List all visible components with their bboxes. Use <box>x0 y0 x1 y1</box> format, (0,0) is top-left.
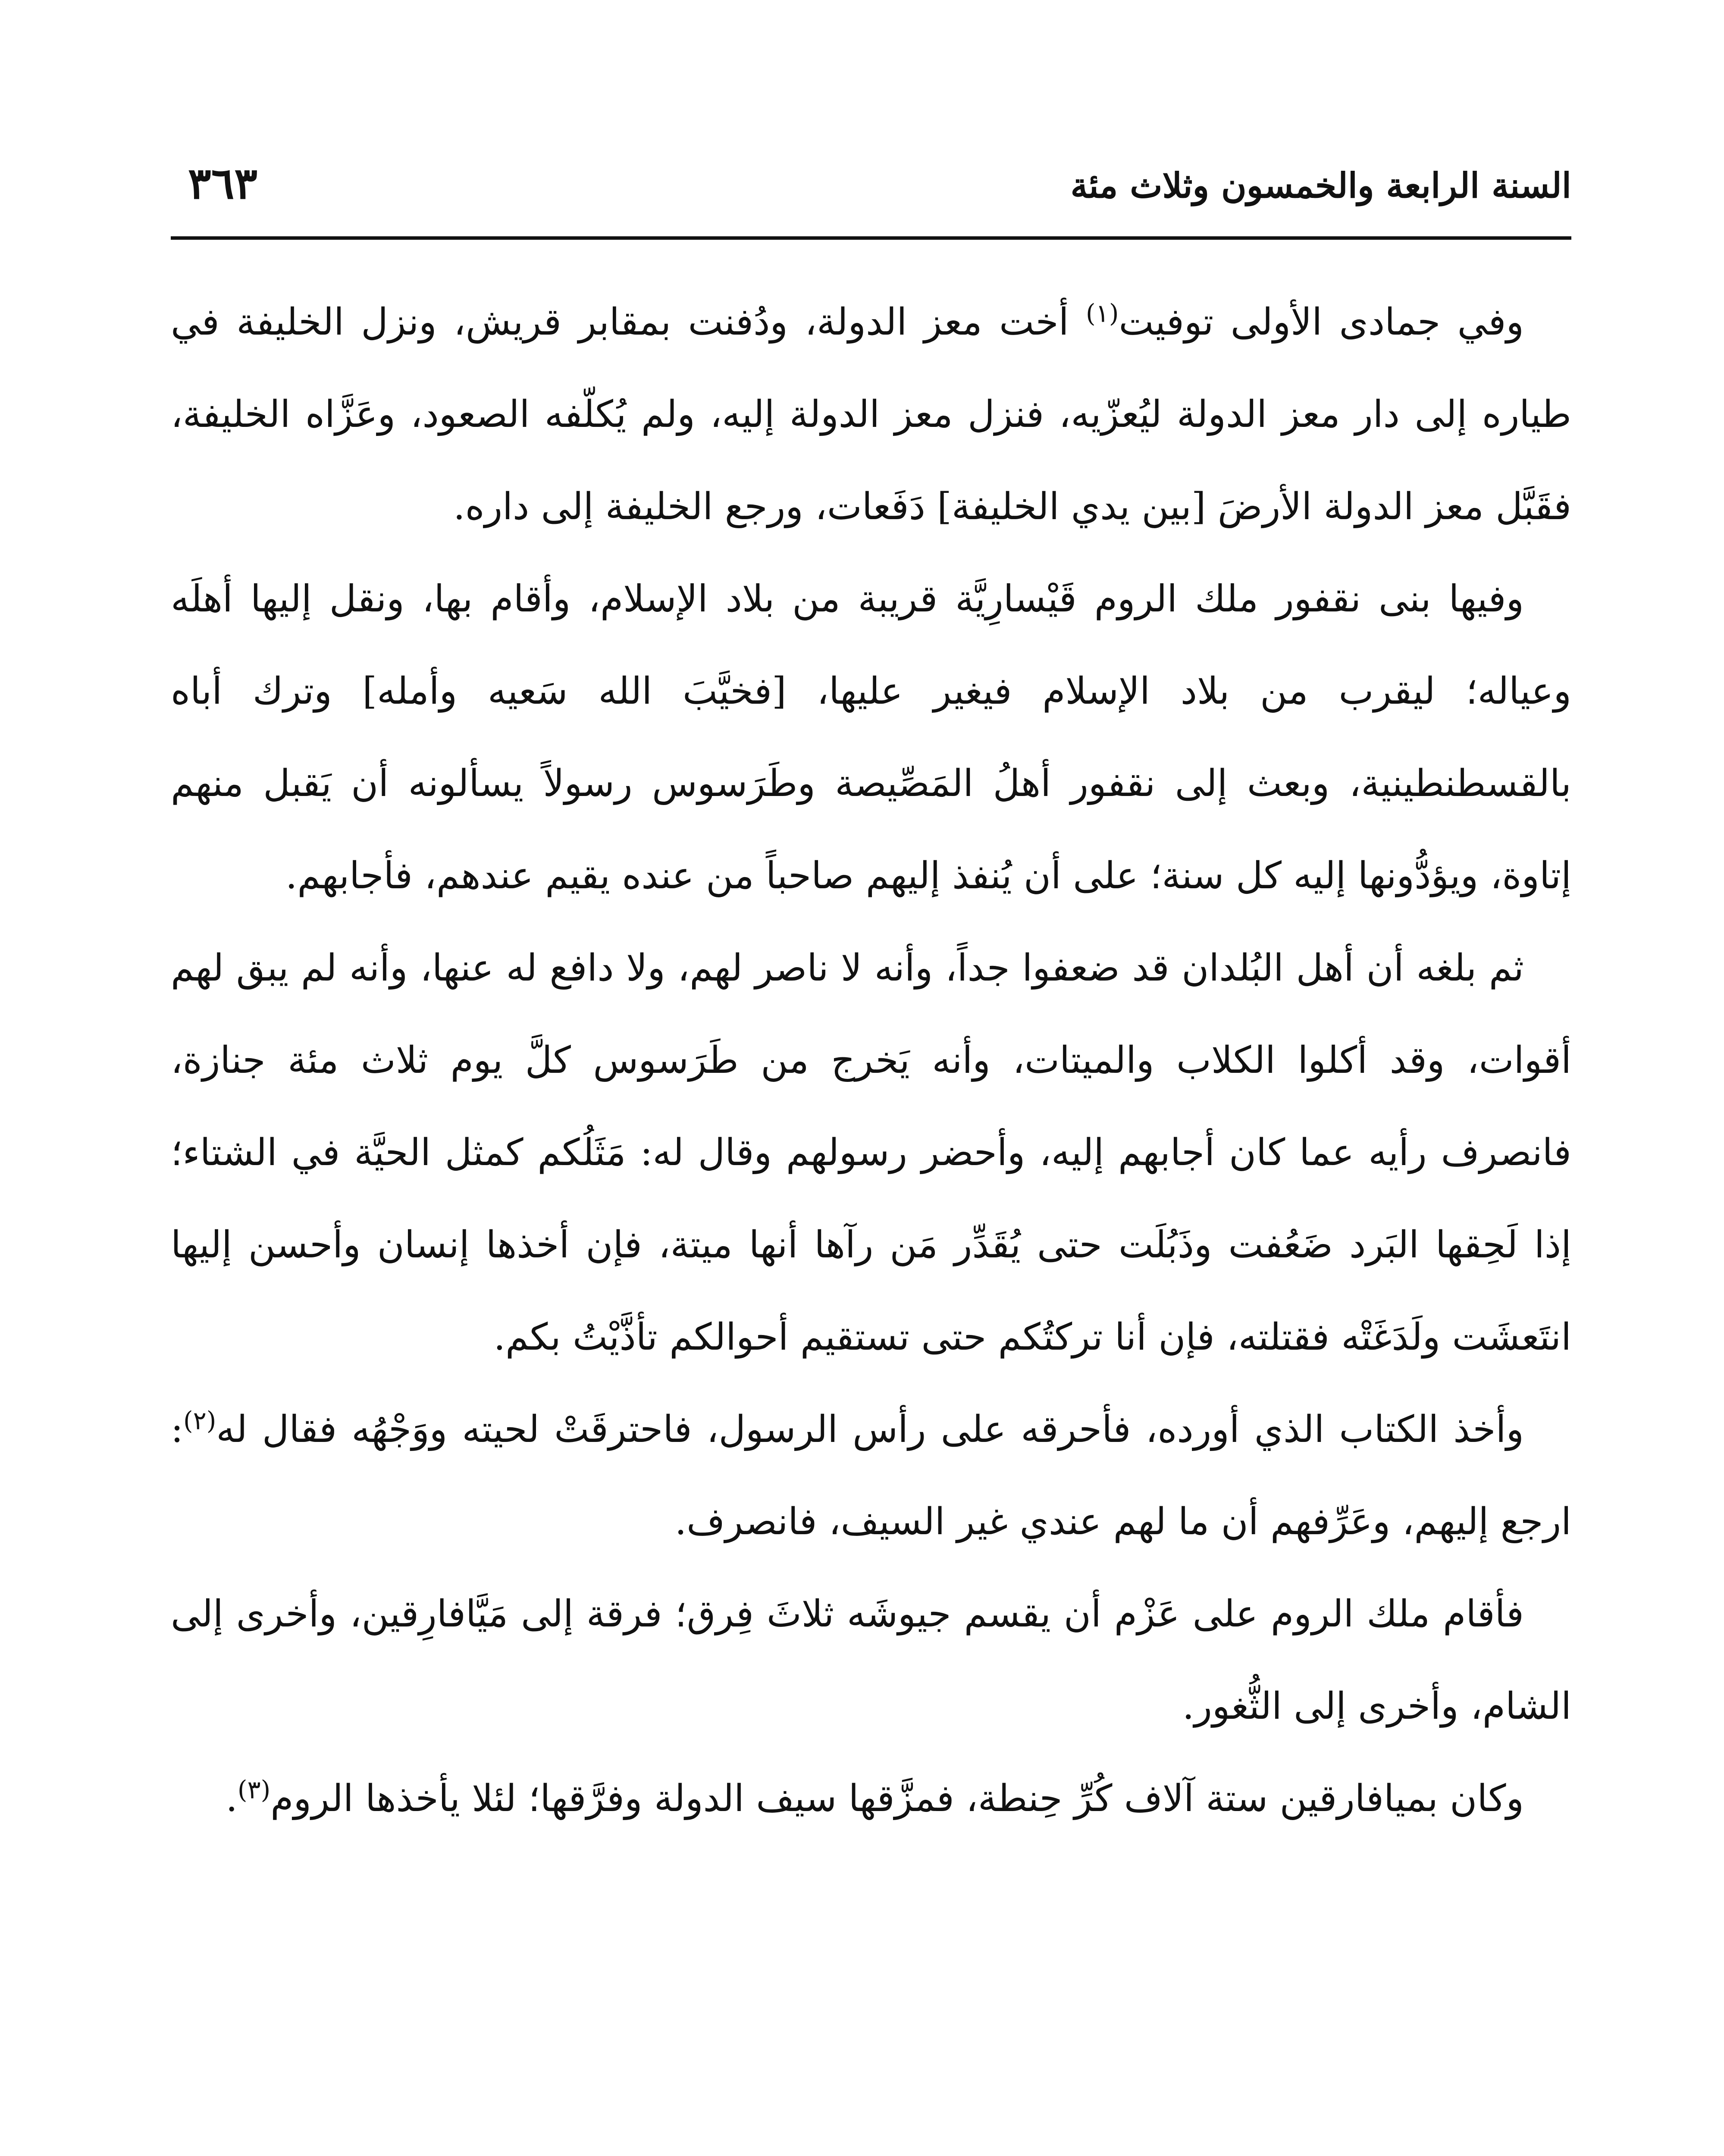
paragraph <box>171 922 1571 1383</box>
header-divider <box>171 236 1571 240</box>
paragraph <box>171 276 1571 553</box>
paragraph <box>171 1383 1571 1568</box>
running-header <box>171 151 1571 224</box>
paragraph-text: وفيها بنى نقفور ملك الروم قَيْسارِيَّة قريبة من بلاد الإسلام، وأقام بها، ونقل إليها أهلَه وعياله؛ ليقرب من بلاد الإسلام فيغير عليها، [فخيَّبَ الله سَعيه وأمله] وترك أباه بالقسطنطينية، وبعث إلى نقفور أهلُ المَصِّيصة وطَرَسوس رسولاً يسألونه أن يَقبل منهم إتاوة، ويؤدُّونها إليه كل سنة؛ على أن يُنفذ إليهم صاحباً من عنده يقيم عندهم، فأجابهم. <box>171 577 1571 897</box>
paragraph-text: وفي جمادى الأولى توفيت <box>1119 301 1524 344</box>
paragraph-text: . <box>226 1777 238 1820</box>
paragraph-text: أخت معز الدولة، ودُفنت بمقابر قريش، ونزل الخليفة في طياره إلى دار معز الدولة ليُعزّيه، فنزل معز الدولة إليه، ولم يُكلّفه الصعود، وعَزَّاه الخليفة، فقَبَّل معز الدولة الأرضَ [بين يدي الخليفة] دَفَعات، ورجع الخليفة إلى داره. <box>171 301 1571 528</box>
paragraph-text: فأقام ملك الروم على عَزْم أن يقسم جيوشَه ثلاثَ فِرق؛ فرقة إلى مَيَّافارِقين، وأخرى إلى الشام، وأخرى إلى الثُّغور. <box>171 1592 1571 1728</box>
footnote-ref: (٢) <box>183 1406 216 1435</box>
page-number: ٣٦٣ <box>188 158 258 209</box>
footnote-ref: (٣) <box>237 1775 271 1805</box>
paragraph <box>171 1568 1571 1752</box>
paragraph-text: وأخذ الكتاب الذي أورده، فأحرقه على رأس الرسول، فاحترقَتْ لحيته ووَجْهُه فقال له <box>216 1408 1524 1451</box>
chapter-title: السنة الرابعة والخمسون وثلاث مئة <box>1070 165 1571 206</box>
paragraph <box>171 1752 1571 1845</box>
paragraph-text: وكان بميافارقين ستة آلاف كُرِّ حِنطة، فمزَّقها سيف الدولة وفرَّقها؛ لئلا يأخذها الروم <box>270 1777 1524 1820</box>
main-text <box>171 276 1571 1845</box>
paragraph-text: ثم بلغه أن أهل البُلدان قد ضعفوا جداً، وأنه لا ناصر لهم، ولا دافع له عنها، وأنه لم يبق لهم أقوات، وقد أكلوا الكلاب والميتات، وأنه يَخرج من طَرَسوس كلَّ يوم ثلاث مئة جنازة، فانصرف رأيه عما كان أجابهم إليه، وأحضر رسولهم وقال له: مَثَلُكم كمثل الحيَّة في الشتاء؛ إذا لَحِقها البَرد ضَعُفت وذَبُلَت حتى يُقَدِّر مَن رآها أنها ميتة، فإن أخذها إنسان وأحسن إليها انتَعشَت ولَدَغَتْه فقتلته، فإن أنا تركتُكم حتى تستقيم أحوالكم تأذَّيْتُ بكم. <box>171 946 1571 1359</box>
paragraph <box>171 553 1571 922</box>
paragraph-text: : ارجع إليهم، وعَرِّفهم أن ما لهم عندي غير السيف، فانصرف. <box>171 1408 1571 1543</box>
footnote-ref: (١) <box>1086 298 1119 328</box>
